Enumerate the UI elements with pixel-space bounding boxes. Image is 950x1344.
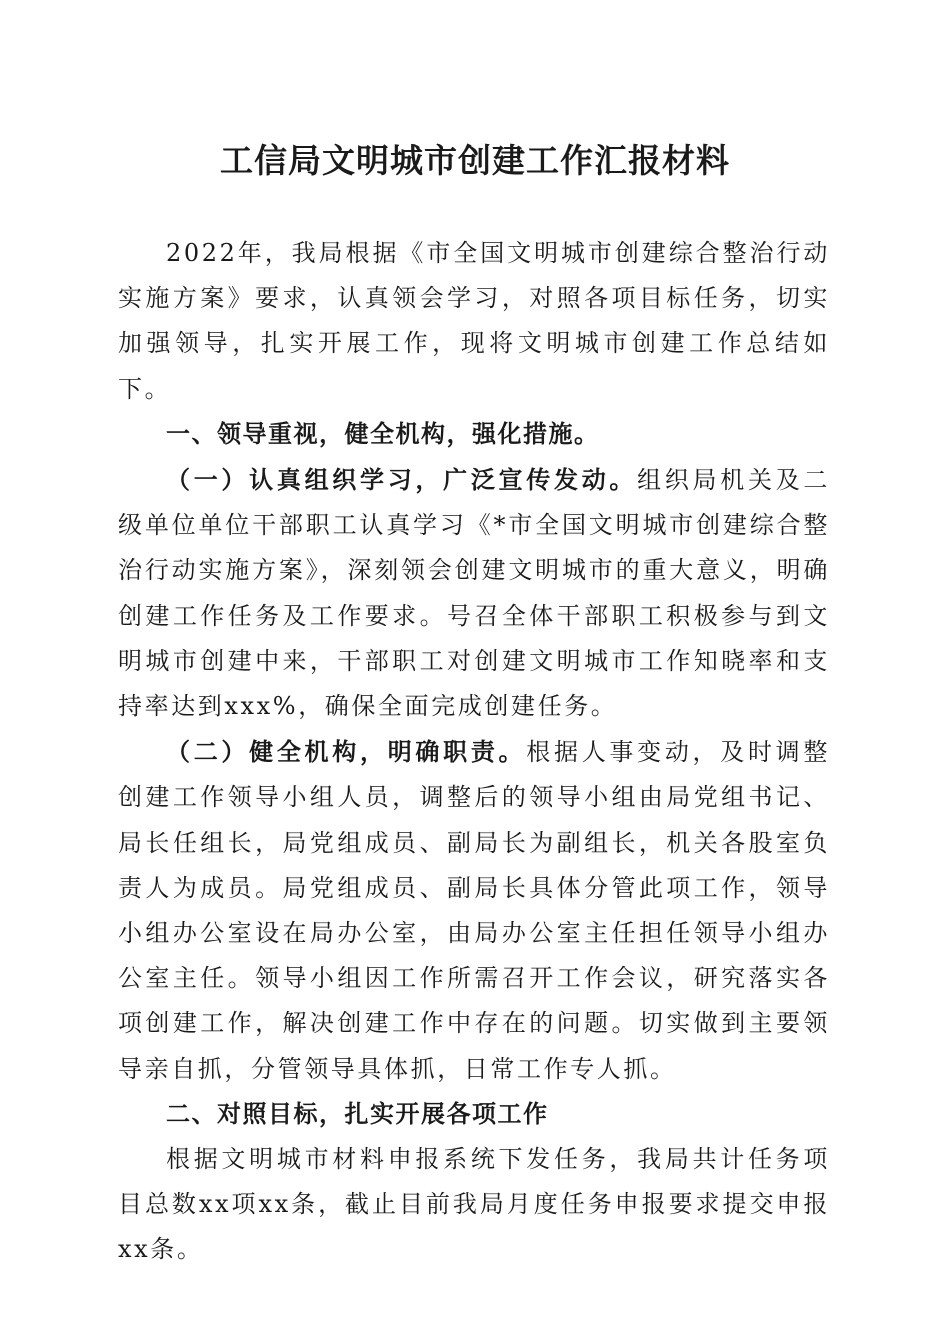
section-1-item-2-paragraph [118, 729, 830, 1092]
section-2-paragraph: 根据文明城市材料申报系统下发任务，我局共计任务项目总数xx项xx条，截止目前我局月度任务申报要求提交申报xx条。 [118, 1145, 830, 1264]
section-1-item-1-paragraph [118, 457, 830, 729]
section-2-heading: 二、对照目标，扎实开展各项工作 [166, 1099, 549, 1128]
intro-paragraph: 2022年，我局根据《市全国文明城市创建综合整治行动实施方案》要求，认真领会学习，对照各项目标任务，切实加强领导，扎实开展工作，现将文明城市创建工作总结如下。 [118, 239, 830, 403]
section-1-item-1-heading: （一）认真组织学习，广泛宣传发动。 [166, 465, 638, 495]
section-1-item-1-text: 组织局机关及二级单位单位干部职工认真学习《*市全国文明城市创建综合整治行动实施方案》，深刻领会创建文明城市的重大意义，明确创建工作任务及工作要求。号召全体干部职工积极参与到文明城市创建中来，干部职工对创建文明城市工作知晓率和支持率达到xxx%，确保全面完成创建任务。 [118, 466, 831, 721]
section-1-item-2-text: 根据人事变动，及时调整创建工作领导小组人员，调整后的领导小组由局党组书记、局长任组长，局党组成员、副局长为副组长，机关各股室负责人为成员。局党组成员、副局长具体分管此项工作，领导小组办公室设在局办公室，由局办公室主任担任领导小组办公室主任。领导小组因工作所需召开工作会议，研究落实各项创建工作，解决创建工作中存在的问题。切实做到主要领导亲自抓，分管领导具体抓，日常工作专人抓。 [118, 738, 830, 1083]
document-body [118, 231, 830, 1273]
document-title: 工信局文明城市创建工作汇报材料 [220, 141, 730, 180]
section-1-heading: 一、领导重视，健全机构，强化措施。 [166, 419, 600, 448]
section-1-item-2-heading: （二）健全机构，明确职责。 [166, 737, 527, 767]
